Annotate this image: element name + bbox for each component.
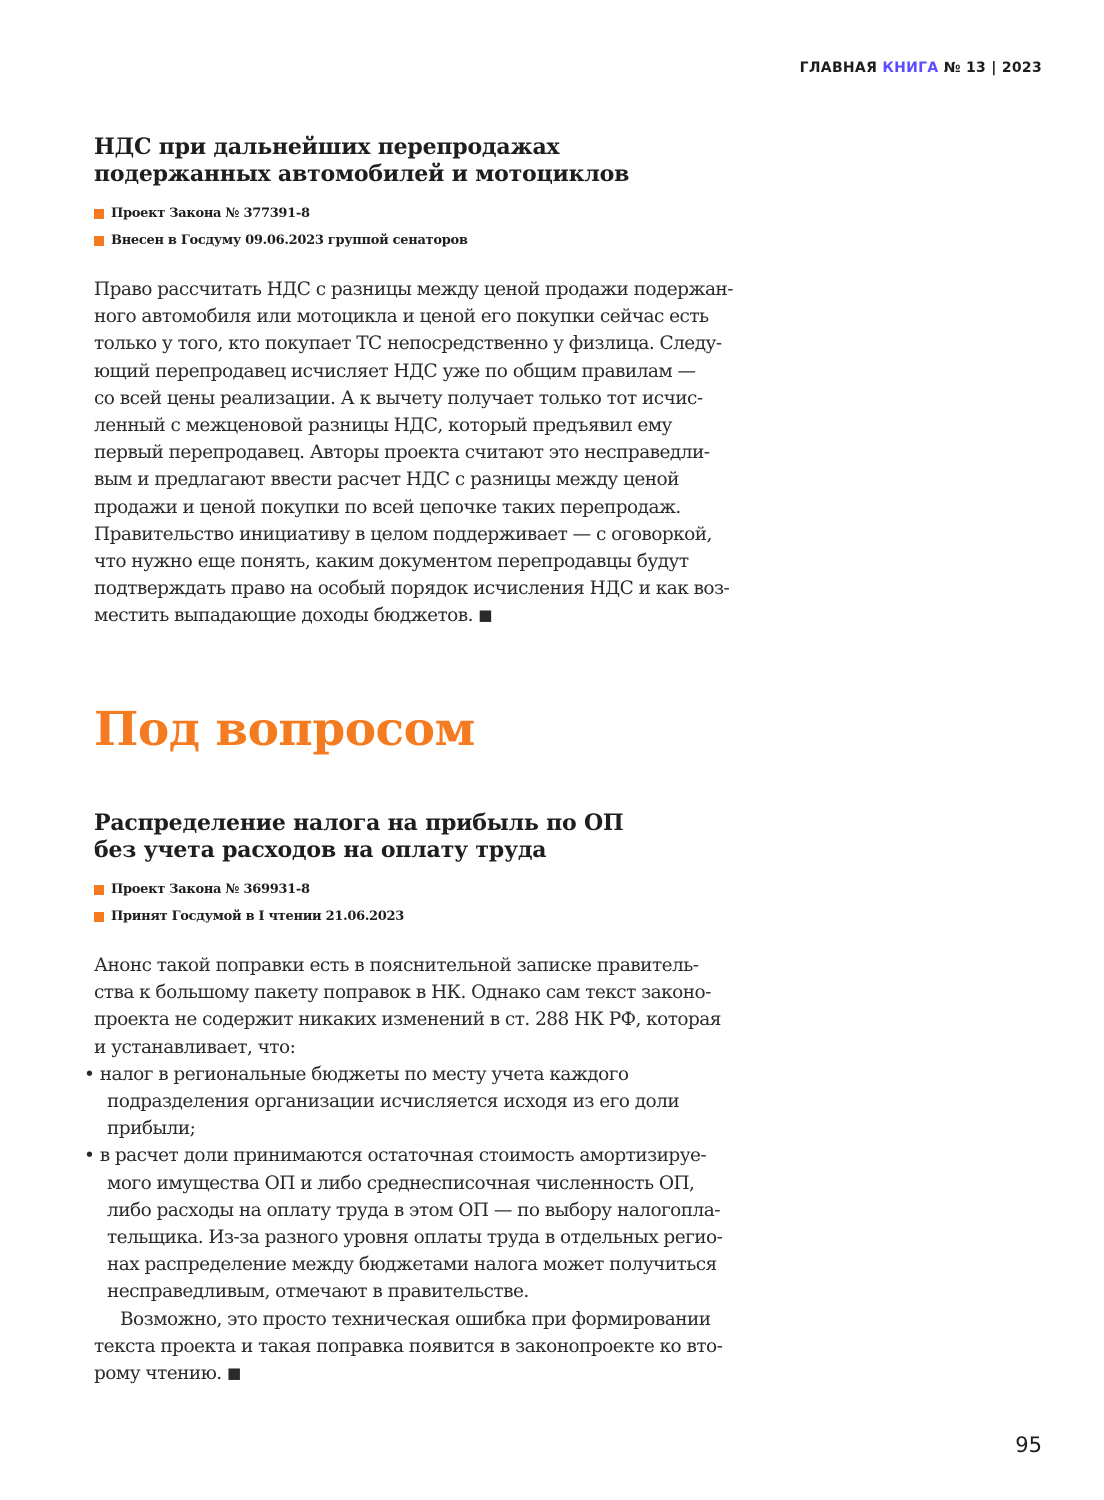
body-line: продажи и ценой покупки по всей цепочке таких перепродаж. (94, 496, 681, 518)
body-line: текста проекта и такая поправка появится в законопроекте ко вто- (94, 1335, 723, 1357)
orange-square-icon (94, 236, 104, 246)
body-line: проекта не содержит никаких изменений в ст. 288 НК РФ, которая (94, 1009, 721, 1031)
body-line: Анонс такой поправки есть в пояснительной записке правитель- (94, 955, 699, 976)
body-line: что нужно еще понять, каким документом перепродавцы будут (94, 551, 689, 573)
title-line: НДС при дальнейших перепродажах (94, 134, 560, 160)
body-line: со всей цены реализации. А к вычету получает только тот исчис- (94, 387, 703, 409)
title-line: Распределение налога на прибыль по ОП (94, 810, 624, 836)
body-line: Правительство инициативу в целом поддерживает — с оговоркой, (94, 523, 712, 545)
orange-square-icon (94, 209, 104, 219)
body-line: вым и предлагают ввести расчет НДС с разницы между ценой (94, 469, 679, 491)
bullet-line: подразделения организации исчисляется исходя из его доли (107, 1091, 680, 1113)
body-line: ства к большому пакету поправок в НК. Однако сам текст законо- (94, 982, 711, 1004)
body-line: Возможно, это просто техническая ошибка при формировании (120, 1308, 711, 1330)
bullet-item-start: • в расчет доли принимаются остаточная стоимость амортизируе- (84, 1145, 707, 1167)
body-line: ющий перепродавец исчисляет НДС уже по общим правилам — (94, 360, 696, 382)
body-line-last: местить выпадающие доходы бюджетов. ■ (94, 605, 492, 627)
article-body (84, 952, 784, 1387)
bullet-item-start: • налог в региональные бюджеты по месту учета каждого (84, 1063, 629, 1085)
body-line: Право рассчитать НДС с разницы между ценой продажи подержан- (94, 279, 733, 300)
bullet-line: мого имущества ОП и либо среднесписочная численность ОП, (107, 1172, 695, 1194)
end-mark-icon: ■ (478, 606, 492, 625)
brand-main: ГЛАВНАЯ (799, 60, 878, 76)
title-line: подержанных автомобилей и мотоциклов (94, 161, 630, 187)
article-meta (94, 876, 784, 930)
article-title (94, 810, 784, 864)
bullet-line: нах распределение между бюджетами налога может получиться (107, 1254, 717, 1276)
meta-bill-status: Внесен в Госдуму 09.06.2023 группой сенаторов (94, 227, 784, 254)
article-body (94, 276, 784, 630)
meta-bill-number: Проект Закона № 369931-8 (94, 876, 784, 903)
meta-bill-status: Принят Госдумой в I чтении 21.06.2023 (94, 903, 784, 930)
article-title (94, 134, 784, 188)
body-line: и устанавливает, что: (94, 1036, 296, 1058)
body-line: подтверждать право на особый порядок исчисления НДС и как воз- (94, 578, 730, 600)
body-line: ленный с межценовой разницы НДС, который предъявил ему (94, 415, 672, 437)
bullet-line: либо расходы на оплату труда в этом ОП — по выбору налогопла- (107, 1199, 720, 1221)
bullet-line: прибыли; (107, 1118, 196, 1140)
bullet-line: тельщика. Из-за разного уровня оплаты труда в отдельных регио- (107, 1227, 723, 1249)
article-meta (94, 200, 784, 254)
article-vat-resale (94, 134, 784, 630)
orange-square-icon (94, 885, 104, 895)
bullet-line: несправедливым, отмечают в правительстве. (107, 1281, 529, 1303)
page-number: 95 (1015, 1433, 1042, 1457)
body-line-last: рому чтению. ■ (94, 1363, 241, 1385)
body-line: первый перепродавец. Авторы проекта считают это несправедли- (94, 442, 710, 464)
issue-number: № 13 | 2023 (943, 60, 1042, 76)
orange-square-icon (94, 912, 104, 922)
end-mark-icon: ■ (226, 1364, 241, 1383)
body-line: только у того, кто покупает ТС непосредственно у физлица. Следу- (94, 333, 722, 355)
section-heading: Под вопросом (94, 702, 475, 757)
brand-accent: КНИГА (882, 60, 939, 76)
title-line: без учета расходов на оплату труда (94, 837, 547, 863)
article-profit-tax (84, 810, 784, 1387)
body-line: ного автомобиля или мотоцикла и ценой его покупки сейчас есть (94, 306, 709, 328)
meta-bill-number: Проект Закона № 377391-8 (94, 200, 784, 227)
masthead (800, 60, 1042, 76)
